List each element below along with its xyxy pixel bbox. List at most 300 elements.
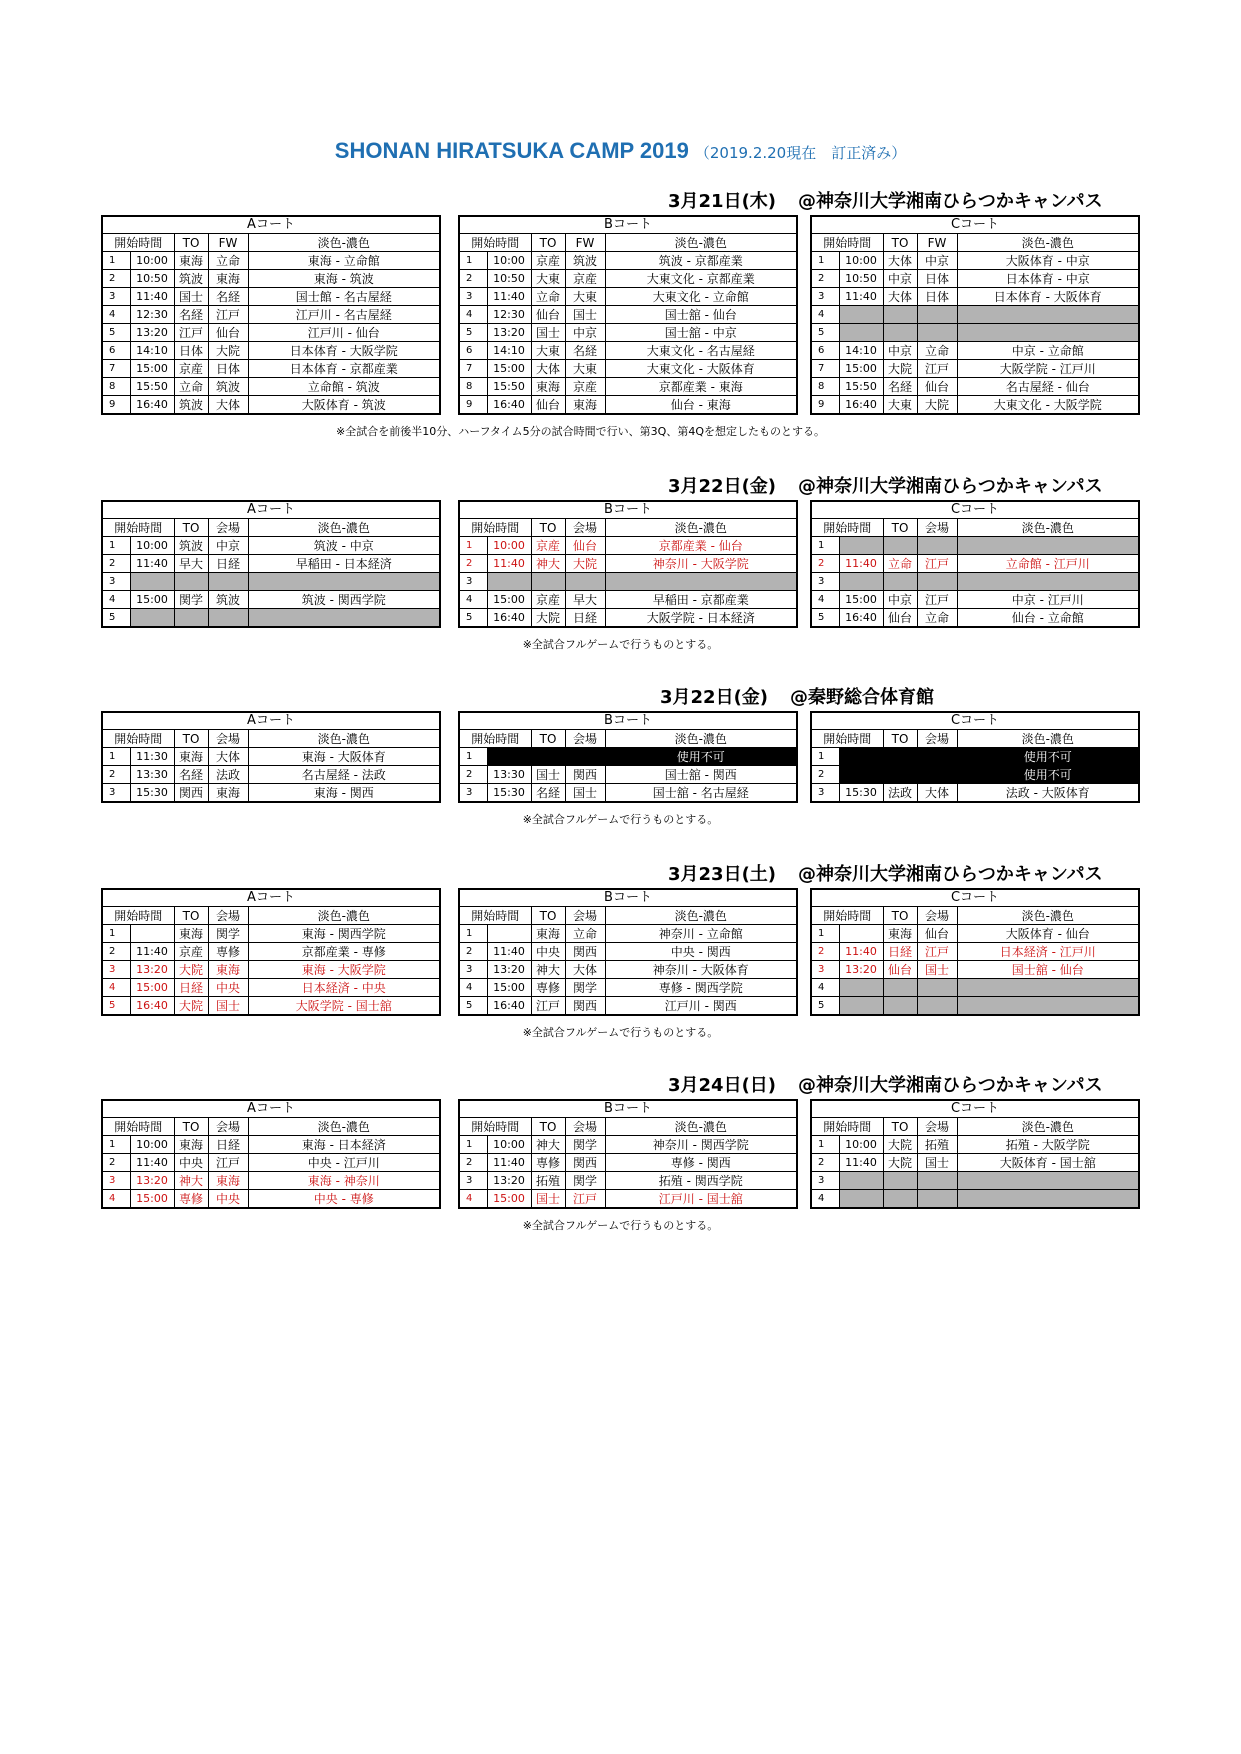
schedule-row — [102, 306, 440, 324]
start-time: 10:00 — [487, 252, 531, 270]
col-header-third: 会場 — [565, 730, 605, 748]
col-header-time: 開始時間 — [459, 234, 531, 252]
court-table-b — [458, 215, 798, 415]
section-venue: @神奈川大学湘南ひらつかキャンパス — [798, 864, 1103, 885]
venue-or-fw: 日体 — [917, 270, 957, 288]
col-header-third: 会場 — [917, 907, 957, 925]
start-time: 13:20 — [130, 961, 174, 979]
col-header-time: 開始時間 — [102, 1118, 174, 1136]
col-header-to: TO — [883, 907, 917, 925]
col-header-to: TO — [531, 519, 565, 537]
start-time: 13:20 — [130, 324, 174, 342]
schedule-row — [102, 979, 440, 997]
game-number: 2 — [459, 555, 487, 573]
unavailable-label: 使用不可 — [957, 766, 1139, 784]
start-time — [839, 1190, 883, 1209]
table-official: 国士 — [531, 766, 565, 784]
col-header-time: 開始時間 — [811, 519, 883, 537]
game-number: 5 — [102, 324, 130, 342]
start-time — [130, 925, 174, 943]
table-official: 大体 — [531, 360, 565, 378]
schedule-row — [459, 748, 797, 766]
venue-or-fw: 関西 — [565, 766, 605, 784]
matchup: 江戸川 - 仙台 — [248, 324, 440, 342]
venue-or-fw — [208, 609, 248, 628]
schedule-row — [811, 784, 1139, 803]
matchup: 中京 - 立命館 — [957, 342, 1139, 360]
col-header-time: 開始時間 — [102, 730, 174, 748]
schedule-row — [811, 342, 1139, 360]
col-header-time: 開始時間 — [811, 1118, 883, 1136]
venue-or-fw: 国士 — [917, 1154, 957, 1172]
schedule-row — [811, 1190, 1139, 1209]
start-time: 11:40 — [839, 288, 883, 306]
col-header-match: 淡色-濃色 — [248, 907, 440, 925]
game-number: 4 — [811, 979, 839, 997]
start-time — [839, 537, 883, 555]
table-official: 東海 — [174, 252, 208, 270]
col-header-to: TO — [883, 519, 917, 537]
table-official: 東海 — [174, 1136, 208, 1154]
game-number: 3 — [811, 784, 839, 803]
col-header-third: 会場 — [208, 519, 248, 537]
start-time: 10:00 — [839, 252, 883, 270]
col-header-to: TO — [174, 907, 208, 925]
matchup: 中央 - 江戸川 — [248, 1154, 440, 1172]
venue-or-fw: 国士 — [917, 961, 957, 979]
col-header-match: 淡色-濃色 — [248, 234, 440, 252]
schedule-row — [459, 1172, 797, 1190]
venue-or-fw: 中京 — [208, 537, 248, 555]
table-official: 日経 — [174, 979, 208, 997]
matchup: 日本体育 - 大阪体育 — [957, 288, 1139, 306]
start-time: 10:00 — [130, 1136, 174, 1154]
venue-or-fw: 国士 — [565, 784, 605, 803]
venue-or-fw: 国士 — [208, 997, 248, 1016]
venue-or-fw: 仙台 — [917, 925, 957, 943]
game-number: 3 — [811, 961, 839, 979]
court-title: Cコート — [811, 501, 1139, 519]
game-number: 5 — [459, 609, 487, 628]
venue-or-fw: 東海 — [208, 784, 248, 803]
section-date: 3月23日(土) — [668, 864, 777, 885]
table-official: 大院 — [883, 1154, 917, 1172]
matchup: 東海 - 立命館 — [248, 252, 440, 270]
section-note: ※全試合フルゲームで行うものとする。 — [522, 813, 719, 826]
game-number: 8 — [811, 378, 839, 396]
schedule-row — [811, 997, 1139, 1016]
venue-or-fw: 拓殖 — [917, 1136, 957, 1154]
table-official — [883, 537, 917, 555]
start-time — [839, 573, 883, 591]
court-table-c — [810, 1099, 1140, 1209]
game-number: 4 — [459, 979, 487, 997]
court-title: Aコート — [102, 889, 440, 907]
start-time: 11:40 — [130, 555, 174, 573]
game-number: 6 — [102, 342, 130, 360]
game-number: 1 — [459, 1136, 487, 1154]
game-number: 7 — [102, 360, 130, 378]
schedule-row — [811, 252, 1139, 270]
table-official: 専修 — [531, 1154, 565, 1172]
start-time: 14:10 — [487, 342, 531, 360]
table-official: 関西 — [174, 784, 208, 803]
matchup: 神奈川 - 関西学院 — [605, 1136, 797, 1154]
venue-or-fw: 中央 — [208, 979, 248, 997]
game-number: 3 — [811, 573, 839, 591]
venue-or-fw: 京産 — [565, 378, 605, 396]
start-time — [839, 979, 883, 997]
game-number: 2 — [459, 943, 487, 961]
matchup: 東海 - 関西 — [248, 784, 440, 803]
col-header-match: 淡色-濃色 — [248, 730, 440, 748]
venue-or-fw — [917, 1190, 957, 1209]
game-number: 2 — [811, 766, 839, 784]
table-official — [883, 1190, 917, 1209]
schedule-row — [459, 1154, 797, 1172]
matchup — [957, 979, 1139, 997]
start-time: 15:00 — [487, 360, 531, 378]
venue-or-fw: 関学 — [565, 979, 605, 997]
table-official: 国士 — [531, 1190, 565, 1209]
start-time — [839, 1172, 883, 1190]
start-time: 15:30 — [130, 784, 174, 803]
schedule-row — [811, 288, 1139, 306]
schedule-row — [102, 997, 440, 1016]
schedule-row — [459, 979, 797, 997]
unavailable-label: 使用不可 — [605, 748, 797, 766]
start-time: 15:50 — [130, 378, 174, 396]
table-official: 拓殖 — [531, 1172, 565, 1190]
table-official: 中央 — [174, 1154, 208, 1172]
game-number: 4 — [459, 306, 487, 324]
game-number: 5 — [811, 609, 839, 628]
court-table-b — [458, 500, 798, 628]
matchup: 大東文化 - 立命館 — [605, 288, 797, 306]
start-time: 15:00 — [130, 591, 174, 609]
table-official: 関学 — [174, 591, 208, 609]
section-heading — [660, 683, 934, 709]
table-official: 東海 — [174, 925, 208, 943]
col-header-time: 開始時間 — [811, 234, 883, 252]
matchup — [957, 306, 1139, 324]
game-number: 2 — [811, 555, 839, 573]
venue-or-fw: 京産 — [565, 270, 605, 288]
matchup: 立命館 - 筑波 — [248, 378, 440, 396]
start-time — [130, 609, 174, 628]
table-official: 仙台 — [531, 306, 565, 324]
court-title: Bコート — [459, 712, 797, 730]
matchup: 法政 - 大阪体育 — [957, 784, 1139, 803]
matchup — [957, 997, 1139, 1016]
section-heading — [668, 472, 1103, 498]
schedule-row — [102, 324, 440, 342]
col-header-third: 会場 — [565, 519, 605, 537]
venue-or-fw: 筑波 — [565, 252, 605, 270]
matchup: 仙台 - 立命館 — [957, 609, 1139, 628]
game-number: 4 — [811, 591, 839, 609]
start-time: 10:50 — [130, 270, 174, 288]
table-official: 神大 — [531, 961, 565, 979]
col-header-match: 淡色-濃色 — [957, 907, 1139, 925]
start-time — [839, 324, 883, 342]
court-title: Aコート — [102, 501, 440, 519]
matchup: 大東文化 - 大阪体育 — [605, 360, 797, 378]
venue-or-fw: 日経 — [208, 1136, 248, 1154]
section-venue: @神奈川大学湘南ひらつかキャンパス — [798, 1075, 1103, 1096]
start-time: 15:30 — [487, 784, 531, 803]
venue-or-fw: 関西 — [565, 1154, 605, 1172]
col-header-to: TO — [174, 519, 208, 537]
schedule-row — [102, 378, 440, 396]
game-number: 9 — [459, 396, 487, 415]
table-official: 国士 — [531, 324, 565, 342]
schedule-row — [459, 609, 797, 628]
col-header-third: 会場 — [208, 730, 248, 748]
matchup: 日本経済 - 中央 — [248, 979, 440, 997]
table-official: 名経 — [174, 766, 208, 784]
venue-or-fw: 東海 — [208, 961, 248, 979]
schedule-row — [102, 591, 440, 609]
venue-or-fw: 大東 — [565, 360, 605, 378]
court-table-a — [101, 500, 441, 628]
matchup: 江戸川 - 関西 — [605, 997, 797, 1016]
game-number: 8 — [102, 378, 130, 396]
col-header-to: TO — [883, 234, 917, 252]
venue-or-fw: 東海 — [208, 1172, 248, 1190]
venue-or-fw: 仙台 — [565, 537, 605, 555]
venue-or-fw: 中京 — [917, 252, 957, 270]
venue-or-fw: 大院 — [208, 342, 248, 360]
game-number: 6 — [811, 342, 839, 360]
venue-or-fw — [917, 306, 957, 324]
start-time: 15:00 — [130, 979, 174, 997]
table-official — [174, 573, 208, 591]
schedule-row — [811, 306, 1139, 324]
schedule-row — [811, 1136, 1139, 1154]
section-venue: @神奈川大学湘南ひらつかキャンパス — [798, 191, 1103, 212]
venue-or-fw: 大院 — [917, 396, 957, 415]
venue-or-fw: 関学 — [208, 925, 248, 943]
section-date: 3月24日(日) — [668, 1075, 777, 1096]
venue-or-fw: 大東 — [565, 288, 605, 306]
game-number: 4 — [102, 1190, 130, 1209]
matchup: 国士舘 - 仙台 — [605, 306, 797, 324]
start-time: 15:30 — [839, 784, 883, 803]
schedule-row — [102, 288, 440, 306]
table-official: 大院 — [174, 997, 208, 1016]
venue-or-fw: 中央 — [208, 1190, 248, 1209]
section-note: ※全試合フルゲームで行うものとする。 — [522, 638, 719, 651]
start-time: 15:00 — [839, 360, 883, 378]
game-number: 3 — [102, 784, 130, 803]
start-time: 10:00 — [130, 537, 174, 555]
schedule-row — [459, 306, 797, 324]
game-number: 1 — [459, 925, 487, 943]
col-header-third: FW — [917, 234, 957, 252]
schedule-row — [811, 609, 1139, 628]
table-official: 筑波 — [174, 396, 208, 415]
venue-or-fw: 日経 — [208, 555, 248, 573]
schedule-row — [811, 748, 1139, 766]
table-official: 中央 — [531, 943, 565, 961]
matchup: 名古屋経 - 法政 — [248, 766, 440, 784]
court-table-b — [458, 711, 798, 803]
section-heading — [668, 860, 1103, 886]
game-number: 3 — [811, 1172, 839, 1190]
table-official — [531, 573, 565, 591]
col-header-time: 開始時間 — [102, 907, 174, 925]
col-header-match: 淡色-濃色 — [248, 1118, 440, 1136]
start-time: 10:50 — [487, 270, 531, 288]
start-time: 11:40 — [130, 943, 174, 961]
table-official: 京産 — [174, 360, 208, 378]
schedule-row — [811, 573, 1139, 591]
col-header-match: 淡色-濃色 — [605, 1118, 797, 1136]
start-time — [487, 925, 531, 943]
venue-or-fw: 江戸 — [917, 943, 957, 961]
schedule-row — [811, 766, 1139, 784]
start-time: 11:40 — [130, 1154, 174, 1172]
game-number: 2 — [102, 270, 130, 288]
matchup — [248, 609, 440, 628]
game-number: 3 — [102, 1172, 130, 1190]
col-header-match: 淡色-濃色 — [605, 907, 797, 925]
start-time — [839, 997, 883, 1016]
section-heading — [668, 1071, 1103, 1097]
col-header-to: TO — [883, 1118, 917, 1136]
start-time: 11:30 — [130, 748, 174, 766]
schedule-row — [102, 270, 440, 288]
table-official: 専修 — [174, 1190, 208, 1209]
matchup — [957, 537, 1139, 555]
schedule-row — [102, 961, 440, 979]
table-official: 大院 — [883, 1136, 917, 1154]
col-header-to: TO — [174, 1118, 208, 1136]
venue-or-fw: 大体 — [917, 784, 957, 803]
venue-or-fw: 関西 — [565, 997, 605, 1016]
venue-or-fw: 立命 — [565, 925, 605, 943]
matchup: 筑波 - 関西学院 — [248, 591, 440, 609]
start-time: 15:00 — [839, 591, 883, 609]
venue-or-fw: 江戸 — [917, 555, 957, 573]
section-note: ※全試合を前後半10分、ハーフタイム5分の試合時間で行い、第3Q、第4Qを想定したものとする。 — [336, 425, 825, 438]
start-time: 14:10 — [839, 342, 883, 360]
schedule-row — [811, 360, 1139, 378]
venue-or-fw: 早大 — [565, 591, 605, 609]
schedule-row — [102, 537, 440, 555]
matchup: 京都産業 - 東海 — [605, 378, 797, 396]
game-number: 1 — [811, 1136, 839, 1154]
matchup: 大阪体育 - 筑波 — [248, 396, 440, 415]
schedule-row — [102, 943, 440, 961]
table-official: 江戸 — [531, 997, 565, 1016]
col-header-third: 会場 — [917, 730, 957, 748]
venue-or-fw: 名経 — [208, 288, 248, 306]
matchup: 早稲田 - 日本経済 — [248, 555, 440, 573]
table-official: 名経 — [883, 378, 917, 396]
schedule-row — [459, 784, 797, 803]
matchup: 筑波 - 中京 — [248, 537, 440, 555]
court-title: Aコート — [102, 712, 440, 730]
matchup: 早稲田 - 京都産業 — [605, 591, 797, 609]
matchup — [248, 573, 440, 591]
section-date: 3月21日(木) — [668, 191, 777, 212]
court-title: Bコート — [459, 1100, 797, 1118]
schedule-row — [811, 396, 1139, 415]
start-time: 10:50 — [839, 270, 883, 288]
schedule-row — [811, 378, 1139, 396]
start-time: 12:30 — [487, 306, 531, 324]
schedule-row — [102, 1154, 440, 1172]
matchup: 東海 - 神奈川 — [248, 1172, 440, 1190]
game-number: 1 — [811, 252, 839, 270]
venue-or-fw: 江戸 — [565, 1190, 605, 1209]
venue-or-fw: 立命 — [208, 252, 248, 270]
game-number: 3 — [459, 1172, 487, 1190]
game-number: 2 — [811, 270, 839, 288]
matchup: 江戸川 - 名古屋経 — [248, 306, 440, 324]
start-time: 13:20 — [487, 324, 531, 342]
table-official: 東海 — [883, 925, 917, 943]
table-official: 早大 — [174, 555, 208, 573]
venue-or-fw: 江戸 — [917, 591, 957, 609]
col-header-match: 淡色-濃色 — [957, 730, 1139, 748]
game-number: 8 — [459, 378, 487, 396]
col-header-time: 開始時間 — [811, 730, 883, 748]
col-header-to: TO — [174, 234, 208, 252]
col-header-to: TO — [531, 1118, 565, 1136]
game-number: 1 — [459, 537, 487, 555]
col-header-time: 開始時間 — [102, 519, 174, 537]
start-time: 11:40 — [487, 1154, 531, 1172]
table-official: 大院 — [883, 360, 917, 378]
start-time: 11:40 — [839, 1154, 883, 1172]
court-title: Cコート — [811, 216, 1139, 234]
court-table-c — [810, 500, 1140, 628]
venue-or-fw: 江戸 — [208, 1154, 248, 1172]
col-header-to: TO — [531, 907, 565, 925]
game-number: 1 — [102, 252, 130, 270]
schedule-row — [459, 591, 797, 609]
matchup: 東海 - 関西学院 — [248, 925, 440, 943]
matchup: 大東文化 - 大阪学院 — [957, 396, 1139, 415]
game-number: 3 — [102, 288, 130, 306]
game-number: 5 — [459, 324, 487, 342]
game-number: 3 — [811, 288, 839, 306]
start-time: 13:20 — [839, 961, 883, 979]
section-note: ※全試合フルゲームで行うものとする。 — [522, 1026, 719, 1039]
col-header-match: 淡色-濃色 — [957, 234, 1139, 252]
title-main: SHONAN HIRATSUKA CAMP 2019 — [334, 138, 689, 163]
table-official: 京産 — [531, 591, 565, 609]
game-number: 4 — [102, 591, 130, 609]
start-time: 16:40 — [130, 396, 174, 415]
table-official: 仙台 — [883, 961, 917, 979]
col-header-time: 開始時間 — [459, 730, 531, 748]
matchup: 日本経済 - 江戸川 — [957, 943, 1139, 961]
col-header-third: 会場 — [917, 519, 957, 537]
table-official: 大東 — [531, 270, 565, 288]
venue-or-fw: 大体 — [565, 961, 605, 979]
matchup: 中央 - 関西 — [605, 943, 797, 961]
venue-or-fw: 大院 — [565, 555, 605, 573]
schedule-row — [811, 1154, 1139, 1172]
matchup: 筑波 - 京都産業 — [605, 252, 797, 270]
schedule-row — [459, 288, 797, 306]
table-official: 大体 — [883, 252, 917, 270]
schedule-row — [102, 784, 440, 803]
